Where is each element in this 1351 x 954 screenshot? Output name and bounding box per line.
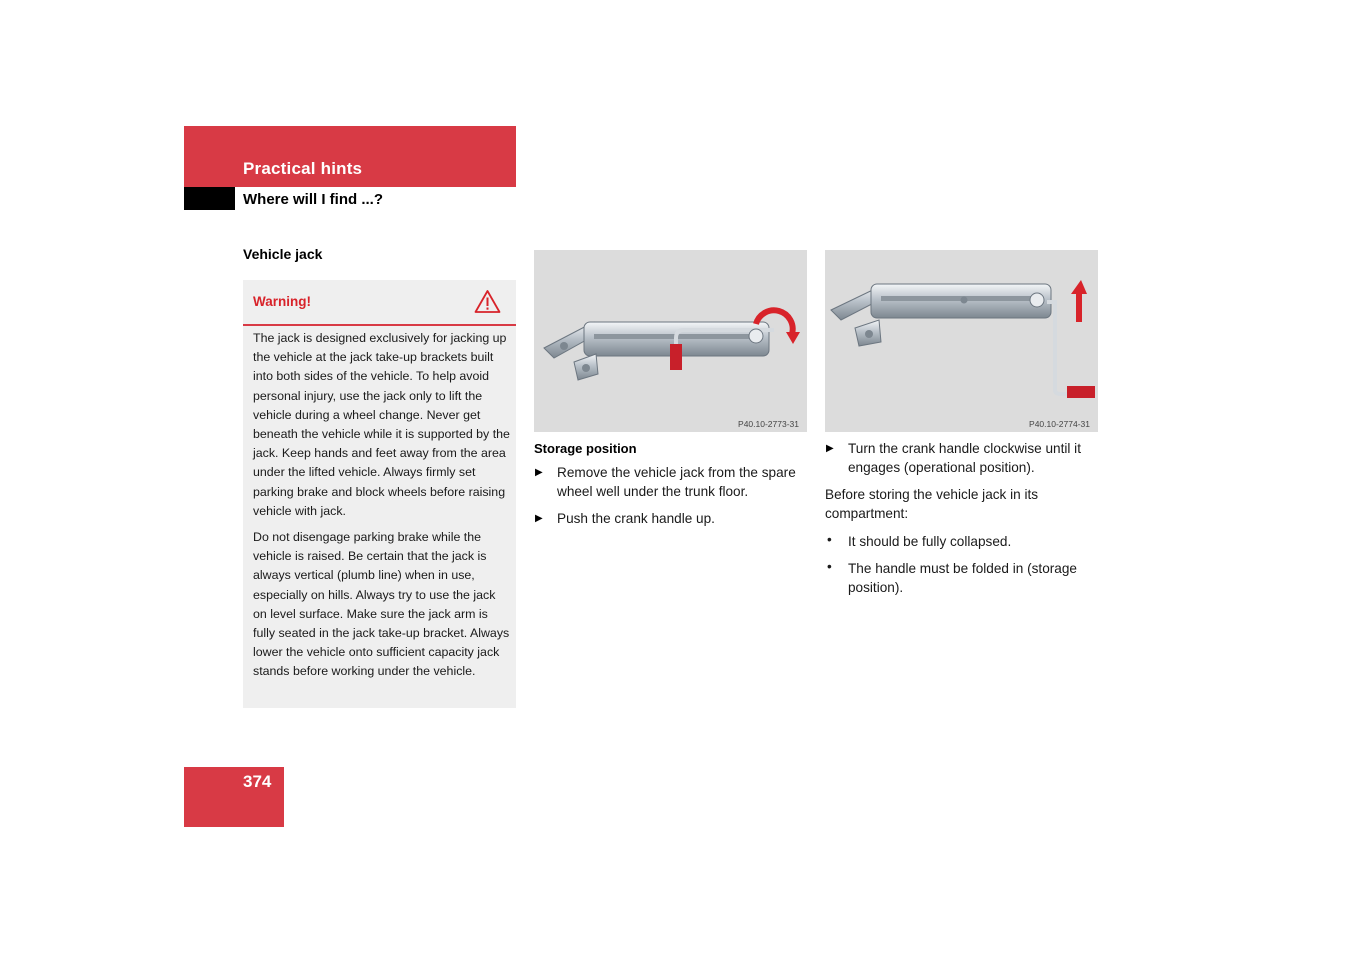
- topic-heading: Vehicle jack: [243, 246, 323, 262]
- warning-paragraph: The jack is designed exclusively for jacking up the vehicle at the jack take-up brackets built into both sides of the vehicle. To help avoid personal injury, use the jack only to lift the vehicle during a wheel change. Never get beneath the vehicle while it is supported by the jack. Keep hands and feet away from the area under the lifted vehicle. Always firmly set parking brake and block wheels before raising vehicle with jack.: [253, 331, 510, 518]
- jack-operational-illustration: [825, 250, 1098, 432]
- figure-caption: Storage position: [534, 441, 637, 456]
- bullet-item: The handle must be folded in (storage position).: [848, 561, 1077, 596]
- jack-operational-drawing: [825, 250, 1098, 432]
- section-marker-tab: [184, 187, 235, 210]
- page-number: 374: [243, 772, 272, 791]
- warning-box: [243, 280, 516, 708]
- subsection-title: Where will I find ...?: [243, 191, 384, 208]
- warning-paragraph: Do not disengage parking brake while the vehicle is raised. Be certain that the jack is always vertical (plumb line) when in use, especially on hills. Always try to use the jack on level surface. Make sure the jack arm is fully seated in the jack take-up bracket. Always lower the vehicle onto sufficient capacity jack stands before working under the vehicle.: [253, 530, 510, 679]
- step-marker-icon: ▶: [535, 467, 543, 478]
- instruction-step: Push the crank handle up.: [557, 511, 715, 526]
- bullet-item: It should be fully collapsed.: [848, 534, 1012, 549]
- step-marker-icon: ▶: [826, 443, 834, 454]
- figure-code: P40.10-2774-31: [1029, 419, 1090, 429]
- jack-storage-illustration: [534, 250, 807, 432]
- warning-label: Warning!: [253, 294, 311, 309]
- instruction-step: Turn the crank handle clockwise until it engages (operational position).: [848, 441, 1081, 476]
- jack-storage-drawing: [534, 250, 807, 432]
- figure-code: P40.10-2773-31: [738, 419, 799, 429]
- instruction-step: Remove the vehicle jack from the spare wheel well under the trunk floor.: [557, 465, 796, 500]
- bullet-marker: •: [827, 559, 832, 574]
- warning-header: [243, 280, 516, 326]
- section-title: Practical hints: [243, 159, 363, 178]
- warning-triangle-icon: [474, 289, 501, 314]
- step-marker-icon: ▶: [535, 513, 543, 524]
- storing-intro: Before storing the vehicle jack in its compartment:: [825, 487, 1039, 522]
- bullet-marker: •: [827, 532, 832, 547]
